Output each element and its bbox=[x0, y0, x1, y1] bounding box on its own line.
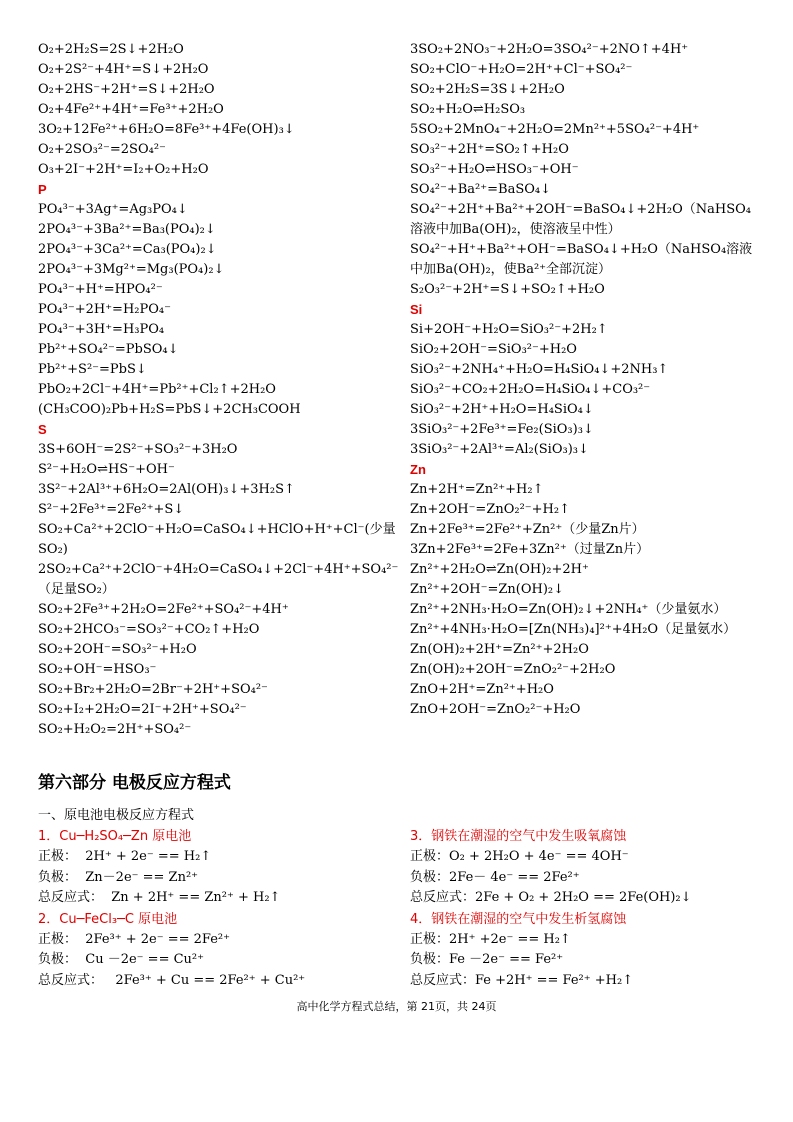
equation-line: 2PO₄³⁻+3Mg²⁺=Mg₃(PO₄)₂↓ bbox=[38, 262, 225, 277]
equation-line: (CH₃COO)₂Pb+H₂S=PbS↓+2CH₃COOH bbox=[38, 402, 301, 417]
element-heading: 1．Cu─H₂SO₄─Zn 原电池 bbox=[38, 829, 192, 844]
equation-line: O₂+2SO₃²⁻=2SO₄²⁻ bbox=[38, 142, 166, 157]
equation-line: 3O₂+12Fe²⁺+6H₂O=8Fe³⁺+4Fe(OH)₃↓ bbox=[38, 122, 295, 137]
equation-line: 总反应式：2Fe + O₂ + 2H₂O == 2Fe(OH)₂↓ bbox=[410, 890, 692, 905]
equation-line: Zn+2H⁺=Zn²⁺+H₂↑ bbox=[410, 482, 544, 497]
subsection-title: 一、原电池电极反应方程式 bbox=[38, 808, 195, 823]
page-footer: 高中化学方程式总结，第 21页，共 24页 bbox=[296, 1000, 497, 1013]
equation-line: Zn+2Fe³⁺=2Fe²⁺+Zn²⁺（少量Zn片） bbox=[410, 522, 645, 537]
equation-line: SO₂+H₂O₂=2H⁺+SO₄²⁻ bbox=[38, 722, 192, 737]
equation-line: O₂+2H₂S=2S↓+2H₂O bbox=[38, 42, 184, 57]
equation-line: SiO₂+2OH⁻=SiO₃²⁻+H₂O bbox=[410, 342, 577, 357]
equation-line: 3SiO₃²⁻+2Al³⁺=Al₂(SiO₃)₃↓ bbox=[410, 442, 589, 457]
equation-line: SO₄²⁻+2H⁺+Ba²⁺+2OH⁻=BaSO₄↓+2H₂O（NaHSO₄溶液中加Ba(OH)₂，使溶液呈中性） bbox=[410, 202, 751, 237]
equation-line: Si+2OH⁻+H₂O=SiO₃²⁻+2H₂↑ bbox=[410, 322, 608, 337]
equation-line: Zn²⁺+2OH⁻=Zn(OH)₂↓ bbox=[410, 582, 565, 597]
equation-line: SO₂+Br₂+2H₂O=2Br⁻+2H⁺+SO₄²⁻ bbox=[38, 682, 268, 697]
equation-line: SO₂+2Fe³⁺+2H₂O=2Fe²⁺+SO₄²⁻+4H⁺ bbox=[38, 602, 289, 617]
equation-line: Zn²⁺+2H₂O⇌Zn(OH)₂+2H⁺ bbox=[410, 562, 589, 577]
equation-line: 总反应式： 2Fe³⁺ + Cu == 2Fe²⁺ + Cu²⁺ bbox=[38, 972, 306, 988]
equation-line: SO₂+2H₂S=3S↓+2H₂O bbox=[410, 82, 565, 97]
equation-line: SO₂+2OH⁻=SO₃²⁻+H₂O bbox=[38, 642, 197, 657]
equation-line: PO₄³⁻+2H⁺=H₂PO₄⁻ bbox=[38, 302, 171, 317]
equation-line: Zn²⁺+2NH₃·H₂O=Zn(OH)₂↓+2NH₄⁺（少量氨水） bbox=[410, 602, 727, 617]
equation-line: S²⁻+H₂O⇌HS⁻+OH⁻ bbox=[38, 462, 175, 477]
equation-line: Zn(OH)₂+2OH⁻=ZnO₂²⁻+2H₂O bbox=[410, 662, 616, 677]
equation-line: O₂+4Fe²⁺+4H⁺=Fe³⁺+2H₂O bbox=[38, 102, 224, 117]
equation-line: SiO₃²⁻+2NH₄⁺+H₂O=H₄SiO₄↓+2NH₃↑ bbox=[410, 362, 669, 377]
equation-line: O₂+2S²⁻+4H⁺=S↓+2H₂O bbox=[38, 62, 209, 77]
equation-line: SO₂+H₂O⇌H₂SO₃ bbox=[410, 102, 526, 117]
equation-line: ZnO+2H⁺=Zn²⁺+H₂O bbox=[410, 682, 554, 697]
equation-line: Pb²⁺+SO₄²⁻=PbSO₄↓ bbox=[38, 342, 179, 357]
equation-line: 3Zn+2Fe³⁺=2Fe+3Zn²⁺（过量Zn片） bbox=[410, 542, 650, 557]
equation-line: 3S+6OH⁻=2S²⁻+SO₃²⁻+3H₂O bbox=[38, 442, 238, 457]
equation-line: SO₂+2HCO₃⁻=SO₃²⁻+CO₂↑+H₂O bbox=[38, 622, 260, 637]
equation-line: PbO₂+2Cl⁻+4H⁺=Pb²⁺+Cl₂↑+2H₂O bbox=[38, 382, 276, 397]
equation-line: ZnO+2OH⁻=ZnO₂²⁻+H₂O bbox=[410, 702, 581, 717]
equation-line: SO₃²⁻+H₂O⇌HSO₃⁻+OH⁻ bbox=[410, 162, 579, 177]
equation-line: 负极：Fe －2e⁻ == Fe²⁺ bbox=[410, 952, 564, 967]
equation-line: SO₂+OH⁻=HSO₃⁻ bbox=[38, 662, 157, 677]
equation-line: S₂O₃²⁻+2H⁺=S↓+SO₂↑+H₂O bbox=[410, 282, 605, 297]
left-equation-column bbox=[38, 40, 400, 740]
equation-line: 3SiO₃²⁻+2Fe³⁺=Fe₂(SiO₃)₃↓ bbox=[410, 422, 594, 437]
equation-line: SO₃²⁻+2H⁺=SO₂↑+H₂O bbox=[410, 142, 569, 157]
equation-line: 正极： 2H⁺ + 2e⁻ == H₂↑ bbox=[38, 849, 212, 864]
equation-line: 2SO₂+Ca²⁺+2ClO⁻+4H₂O=CaSO₄↓+2Cl⁻+4H⁺+SO₄²⁻（足量SO₂） bbox=[38, 562, 399, 597]
equation-line: 正极：O₂ + 2H₂O + 4e⁻ == 4OH⁻ bbox=[410, 849, 629, 864]
equation-line: S²⁻+2Fe³⁺=2Fe²⁺+S↓ bbox=[38, 502, 185, 517]
equation-line: SO₄²⁻+H⁺+Ba²⁺+OH⁻=BaSO₄↓+H₂O（NaHSO₄溶液中加Ba(OH)₂，使Ba²⁺全部沉淀） bbox=[410, 242, 753, 277]
equation-line: SO₂+I₂+2H₂O=2I⁻+2H⁺+SO₄²⁻ bbox=[38, 702, 247, 717]
right-equation-column bbox=[410, 40, 760, 720]
equation-line: 负极：2Fe－ 4e⁻ == 2Fe²⁺ bbox=[410, 869, 580, 885]
equation-line: 负极： Zn－2e⁻ == Zn²⁺ bbox=[38, 869, 199, 885]
equation-line: 3SO₂+2NO₃⁻+2H₂O=3SO₄²⁻+2NO↑+4H⁺ bbox=[410, 42, 689, 57]
equation-line: 5SO₂+2MnO₄⁻+2H₂O=2Mn²⁺+5SO₄²⁻+4H⁺ bbox=[410, 122, 700, 137]
equation-line: 3S²⁻+2Al³⁺+6H₂O=2Al(OH)₃↓+3H₂S↑ bbox=[38, 482, 295, 497]
equation-line: 负极： Cu －2e⁻ == Cu²⁺ bbox=[38, 952, 204, 967]
equation-line: PO₄³⁻+H⁺=HPO₄²⁻ bbox=[38, 282, 163, 297]
equation-line: 正极： 2Fe³⁺ + 2e⁻ == 2Fe²⁺ bbox=[38, 931, 230, 947]
equation-line: SO₂+Ca²⁺+2ClO⁻+H₂O=CaSO₄↓+HClO+H⁺+Cl⁻(少量SO₂) bbox=[38, 522, 396, 557]
element-heading: 4．钢铁在潮湿的空气中发生析氢腐蚀 bbox=[410, 911, 627, 927]
element-heading: 2．Cu─FeCl₃─C 原电池 bbox=[38, 911, 178, 927]
equation-line: SO₄²⁻+Ba²⁺=BaSO₄↓ bbox=[410, 182, 551, 197]
equation-line: 2PO₄³⁻+3Ca²⁺=Ca₃(PO₄)₂↓ bbox=[38, 242, 217, 257]
equation-line: 2PO₄³⁻+3Ba²⁺=Ba₃(PO₄)₂↓ bbox=[38, 222, 216, 237]
element-heading: P bbox=[38, 182, 47, 197]
equation-line: Zn+2OH⁻=ZnO₂²⁻+H₂↑ bbox=[410, 502, 570, 517]
electrode-right-column bbox=[410, 826, 760, 991]
equation-line: PO₄³⁻+3Ag⁺=Ag₃PO₄↓ bbox=[38, 202, 188, 217]
equation-line: 总反应式：Fe +2H⁺ == Fe²⁺ +H₂↑ bbox=[410, 972, 634, 988]
equation-line: Zn(OH)₂+2H⁺=Zn²⁺+2H₂O bbox=[410, 642, 589, 657]
equation-line: O₃+2I⁻+2H⁺=I₂+O₂+H₂O bbox=[38, 162, 209, 177]
equation-line: PO₄³⁻+3H⁺=H₃PO₄ bbox=[38, 322, 165, 337]
equation-line: SiO₃²⁻+2H⁺+H₂O=H₄SiO₄↓ bbox=[410, 402, 594, 417]
section-title: 第六部分 电极反应方程式 bbox=[38, 773, 231, 793]
element-heading: Zn bbox=[410, 462, 426, 477]
equation-line: SiO₃²⁻+CO₂+2H₂O=H₄SiO₄↓+CO₃²⁻ bbox=[410, 382, 651, 397]
equation-line: 正极：2H⁺ +2e⁻ == H₂↑ bbox=[410, 931, 571, 947]
equation-line: Pb²⁺+S²⁻=PbS↓ bbox=[38, 362, 147, 377]
electrode-left-column bbox=[38, 826, 400, 991]
element-heading: 3．钢铁在潮湿的空气中发生吸氧腐蚀 bbox=[410, 829, 627, 844]
equation-line: O₂+2HS⁻+2H⁺=S↓+2H₂O bbox=[38, 82, 215, 97]
equation-line: 总反应式： Zn + 2H⁺ == Zn²⁺ + H₂↑ bbox=[38, 890, 281, 905]
element-heading: Si bbox=[410, 302, 423, 317]
element-heading: S bbox=[38, 422, 47, 437]
equation-line: SO₂+ClO⁻+H₂O=2H⁺+Cl⁻+SO₄²⁻ bbox=[410, 62, 633, 77]
equation-line: Zn²⁺+4NH₃·H₂O=[Zn(NH₃)₄]²⁺+4H₂O（足量氨水） bbox=[410, 622, 737, 637]
